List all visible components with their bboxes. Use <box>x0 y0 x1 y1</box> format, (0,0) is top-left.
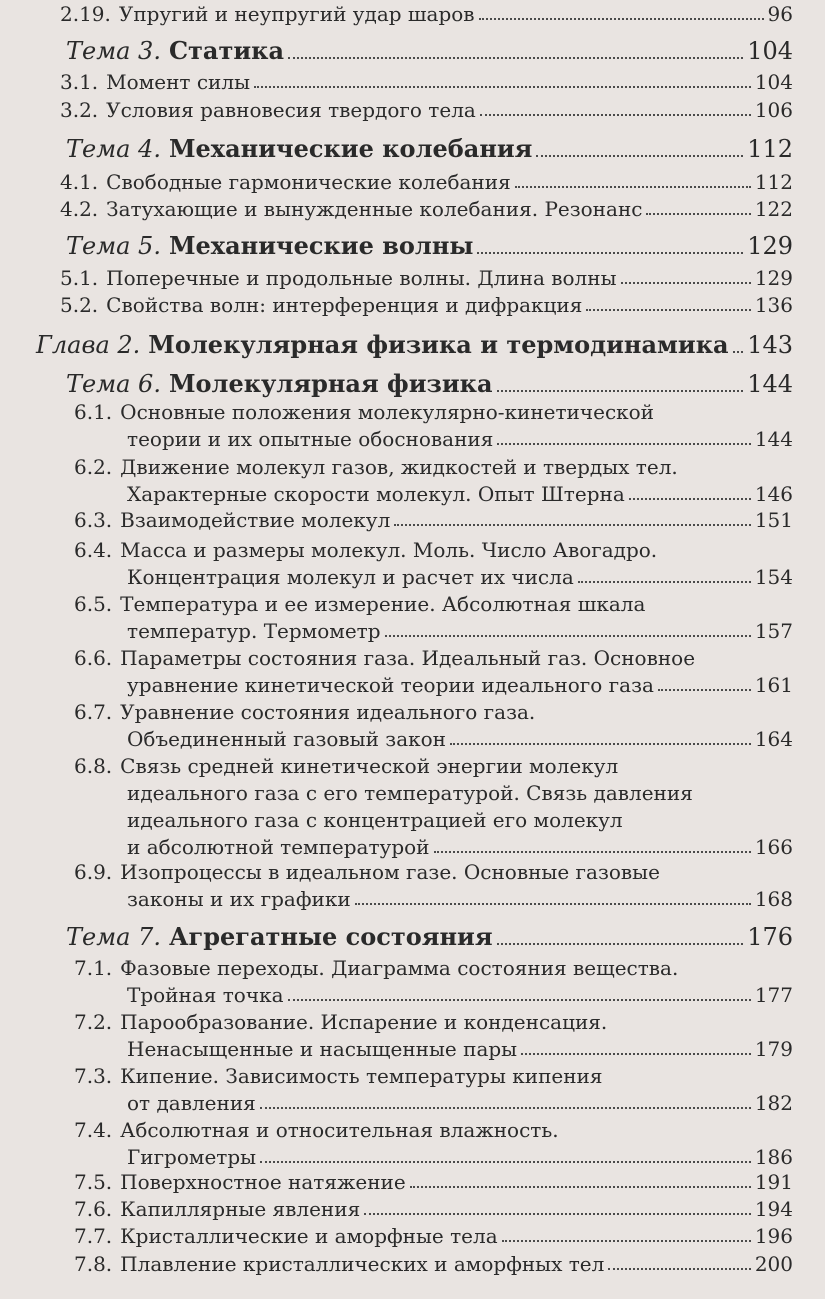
leader-dots <box>260 1161 751 1163</box>
toc-entry-title: Момент силы <box>106 70 250 94</box>
toc-entry-last-line <box>127 887 793 911</box>
toc-page-number: 196 <box>754 1224 793 1248</box>
toc-entry-number: 4.1. <box>60 170 99 194</box>
toc-entry-number: 7.8. <box>74 1252 113 1276</box>
toc-entry-continuation: Гигрометры <box>127 1145 257 1169</box>
toc-page-number: 104 <box>754 70 793 94</box>
toc-entry <box>60 2 793 26</box>
toc-page-number: 164 <box>754 727 793 751</box>
toc-page-number: 146 <box>754 482 793 506</box>
toc-entry-continuation: идеального газа с его температурой. Связь давления <box>127 781 693 805</box>
toc-entry-title-line <box>74 754 618 778</box>
toc-topic <box>66 369 793 398</box>
toc-entry-number: 6.4. <box>74 538 113 562</box>
toc-entry <box>60 170 793 194</box>
toc-entry-number: 7.2. <box>74 1010 113 1034</box>
topic-label: Тема 6. <box>66 370 161 398</box>
toc-page-number: 129 <box>747 232 793 260</box>
toc-page-number: 129 <box>754 266 793 290</box>
toc-entry-title: Упругий и неупругий удар шаров <box>118 2 475 26</box>
toc-entry-title: Фазовые переходы. Диаграмма состояния вещества. <box>120 956 679 980</box>
toc-entry-last-line <box>127 983 793 1007</box>
toc-entry-number: 6.1. <box>74 400 113 424</box>
toc-entry <box>60 197 793 221</box>
toc-entry-last-line <box>127 1145 793 1169</box>
toc-page-number: 179 <box>754 1037 793 1061</box>
toc-page-number: 176 <box>747 923 793 951</box>
leader-dots <box>658 689 751 691</box>
toc-entry-title: Парообразование. Испарение и конденсация. <box>120 1010 608 1034</box>
toc-page-number: 191 <box>754 1170 793 1194</box>
toc-entry-continuation: уравнение кинетической теории идеального газа <box>127 673 654 697</box>
toc-topic <box>66 36 793 65</box>
toc-entry-title: Кипение. Зависимость температуры кипения <box>120 1064 603 1088</box>
toc-entry-title: Взаимодействие молекул <box>120 508 391 532</box>
topic-label: Тема 7. <box>66 923 161 951</box>
leader-dots <box>497 943 744 945</box>
toc-page-number: 104 <box>747 37 793 65</box>
leader-dots <box>394 524 751 526</box>
toc-entry-continuation: законы и их графики <box>127 887 351 911</box>
toc-entry-title: Поверхностное натяжение <box>120 1170 406 1194</box>
toc-entry-number: 6.8. <box>74 754 113 778</box>
toc-entry-title: Плавление кристаллических и аморфных тел <box>120 1252 605 1276</box>
leader-dots <box>288 57 743 59</box>
toc-entry-title-line <box>74 1064 603 1088</box>
toc-page-number: 106 <box>754 98 793 122</box>
toc-entry-number: 7.6. <box>74 1197 113 1221</box>
leader-dots <box>477 252 743 254</box>
leader-dots <box>254 86 751 88</box>
leader-dots <box>515 186 751 188</box>
toc-entry-title-line <box>74 700 535 724</box>
leader-dots <box>502 1240 751 1242</box>
toc-page-number: 157 <box>754 619 793 643</box>
toc-page-number: 143 <box>747 331 793 359</box>
toc-topic <box>66 231 793 260</box>
toc-entry-number: 7.1. <box>74 956 113 980</box>
toc-entry-title-line <box>74 592 645 616</box>
toc-entry-continuation: Тройная точка <box>127 983 284 1007</box>
toc-entry-title: Движение молекул газов, жидкостей и твердых тел. <box>120 455 678 479</box>
toc-entry-title-line <box>74 400 654 424</box>
toc-entry <box>60 70 793 94</box>
toc-entry-number: 6.3. <box>74 508 113 532</box>
leader-dots <box>497 390 744 392</box>
toc-entry-number: 7.4. <box>74 1118 113 1142</box>
toc-page-number: 136 <box>754 293 793 317</box>
leader-dots <box>434 851 751 853</box>
toc-entry-number: 3.2. <box>60 98 99 122</box>
toc-entry-last-line <box>127 1037 793 1061</box>
leader-dots <box>733 351 744 353</box>
leader-dots <box>536 155 743 157</box>
toc-entry-number: 5.1. <box>60 266 99 290</box>
toc-entry-title-line <box>74 646 695 670</box>
toc-entry-title: Механические колебания <box>168 134 533 163</box>
toc-entry-number: 6.2. <box>74 455 113 479</box>
toc-entry-last-line <box>127 835 793 859</box>
toc-entry-continuation: Концентрация молекул и расчет их числа <box>127 565 574 589</box>
toc-entry <box>60 293 793 317</box>
toc-entry <box>74 1252 793 1276</box>
toc-entry-continuation: идеального газа с концентрацией его молекул <box>127 808 623 832</box>
toc-page-number: 166 <box>754 835 793 859</box>
toc-entry <box>60 98 793 122</box>
toc-entry-title: Механические волны <box>168 231 474 260</box>
toc-entry <box>74 1170 793 1194</box>
toc-page-number: 194 <box>754 1197 793 1221</box>
toc-page-number: 122 <box>754 197 793 221</box>
toc-page-number: 168 <box>754 887 793 911</box>
toc-page-number: 96 <box>767 2 793 26</box>
toc-entry-title-line <box>74 455 678 479</box>
toc-entry-title: Температура и ее измерение. Абсолютная шкала <box>120 592 646 616</box>
toc-page-number: 186 <box>754 1145 793 1169</box>
toc-entry-title-line <box>74 1010 607 1034</box>
toc-entry-title: Молекулярная физика и термодинамика <box>148 330 729 359</box>
toc-entry <box>74 508 793 532</box>
toc-entry-continuation: Ненасыщенные и насыщенные пары <box>127 1037 518 1061</box>
topic-label: Тема 5. <box>66 232 161 260</box>
toc-entry-title: Параметры состояния газа. Идеальный газ. Основное <box>120 646 696 670</box>
toc-page-number: 154 <box>754 565 793 589</box>
toc-entry-number: 3.1. <box>60 70 99 94</box>
toc-entry-number: 6.9. <box>74 860 113 884</box>
toc-entry-title: Молекулярная физика <box>168 369 493 398</box>
toc-entry-continuation: от давления <box>127 1091 256 1115</box>
toc-entry-continuation: Характерные скорости молекул. Опыт Штерна <box>127 482 625 506</box>
toc-page-number: 161 <box>754 673 793 697</box>
toc-entry <box>74 1197 793 1221</box>
toc-entry-title: Свойства волн: интерференция и дифракция <box>106 293 583 317</box>
topic-label: Тема 3. <box>66 37 161 65</box>
toc-entry-number: 7.5. <box>74 1170 113 1194</box>
leader-dots <box>586 309 750 311</box>
toc-entry-title-line <box>74 860 660 884</box>
toc-entry-title: Затухающие и вынужденные колебания. Резонанс <box>106 197 643 221</box>
leader-dots <box>450 743 751 745</box>
leader-dots <box>288 999 751 1001</box>
toc-entry-title: Масса и размеры молекул. Моль. Число Авогадро. <box>120 538 658 562</box>
toc-entry-number: 5.2. <box>60 293 99 317</box>
toc-entry-last-line <box>127 482 793 506</box>
toc-entry-title-line <box>74 538 657 562</box>
toc-entry-number: 7.7. <box>74 1224 113 1248</box>
toc-page-number: 112 <box>747 135 793 163</box>
topic-label: Тема 4. <box>66 135 161 163</box>
toc-topic <box>66 134 793 163</box>
toc-entry-last-line <box>127 565 793 589</box>
leader-dots <box>608 1268 750 1270</box>
toc-entry-title-line <box>74 1118 559 1142</box>
leader-dots <box>479 18 764 20</box>
toc-entry-continuation: и абсолютной температурой <box>127 835 430 859</box>
toc-entry-title: Связь средней кинетической энергии молекул <box>120 754 619 778</box>
toc-entry-last-line <box>127 1091 793 1115</box>
toc-entry-number: 6.5. <box>74 592 113 616</box>
toc-page-number: 151 <box>754 508 793 532</box>
leader-dots <box>629 498 751 500</box>
toc-entry-last-line <box>127 727 793 751</box>
toc-page-number: 200 <box>754 1252 793 1276</box>
toc-entry-number: 2.19. <box>60 2 111 26</box>
toc-page-number: 144 <box>747 370 793 398</box>
leader-dots <box>521 1053 751 1055</box>
leader-dots <box>410 1186 751 1188</box>
leader-dots <box>385 635 751 637</box>
toc-chapter <box>36 330 793 359</box>
toc-entry-title-line <box>74 956 678 980</box>
leader-dots <box>621 282 751 284</box>
toc-entry-number: 6.6. <box>74 646 113 670</box>
toc-entry-last-line <box>127 619 793 643</box>
toc-entry-last-line <box>127 427 793 451</box>
toc-page-number: 112 <box>754 170 793 194</box>
toc-entry-number: 6.7. <box>74 700 113 724</box>
leader-dots <box>646 213 750 215</box>
toc-entry-title: Поперечные и продольные волны. Длина волны <box>106 266 617 290</box>
leader-dots <box>364 1213 751 1215</box>
toc-entry-number: 7.3. <box>74 1064 113 1088</box>
toc-entry-title: Кристаллические и аморфные тела <box>120 1224 498 1248</box>
toc-entry-title: Капиллярные явления <box>120 1197 361 1221</box>
toc-entry-title: Агрегатные состояния <box>168 922 493 951</box>
toc-entry-title: Свободные гармонические колебания <box>106 170 511 194</box>
toc-entry-continuation: теории и их опытные обоснования <box>127 427 494 451</box>
toc-entry-title: Изопроцессы в идеальном газе. Основные газовые <box>120 860 660 884</box>
toc-entry <box>74 1224 793 1248</box>
leader-dots <box>578 581 751 583</box>
toc-entry-last-line <box>127 673 793 697</box>
toc-entry <box>60 266 793 290</box>
toc-entry-title: Уравнение состояния идеального газа. <box>120 700 536 724</box>
leader-dots <box>355 903 751 905</box>
toc-entry-title: Абсолютная и относительная влажность. <box>120 1118 559 1142</box>
toc-page-number: 144 <box>754 427 793 451</box>
leader-dots <box>260 1107 751 1109</box>
leader-dots <box>497 443 750 445</box>
toc-entry-continuation: температур. Термометр <box>127 619 381 643</box>
toc-topic <box>66 922 793 951</box>
toc-entry-continuation: Объединенный газовый закон <box>127 727 446 751</box>
toc-page-number: 177 <box>754 983 793 1007</box>
leader-dots <box>480 114 751 116</box>
toc-page-number: 182 <box>754 1091 793 1115</box>
toc-entry-number: 4.2. <box>60 197 99 221</box>
toc-entry-title: Основные положения молекулярно-кинетической <box>120 400 655 424</box>
toc-entry-title: Условия равновесия твердого тела <box>106 98 476 122</box>
chapter-label: Глава 2. <box>36 331 141 359</box>
toc-entry-title: Статика <box>168 36 285 65</box>
